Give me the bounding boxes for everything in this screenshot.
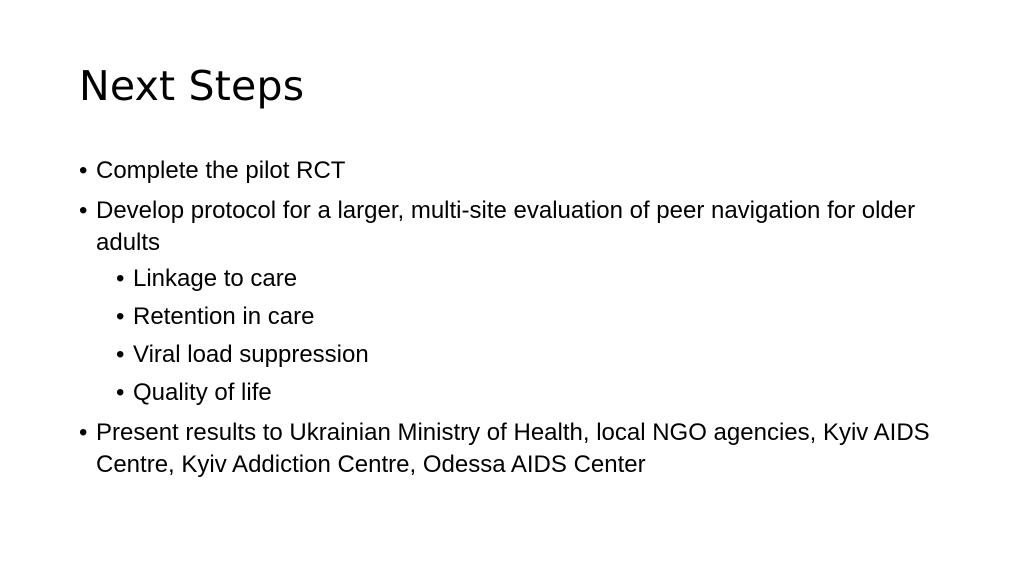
sub-bullet-item	[116, 377, 959, 409]
bullet-text: Develop protocol for a larger, multi-site evaluation of peer navigation for older adults	[96, 197, 916, 256]
sub-bullet-text: Linkage to care	[133, 265, 298, 292]
bullet-text: Present results to Ukrainian Ministry of Health, local NGO agencies, Kyiv AIDS Centre, Kyiv Addiction Centre, Odessa AIDS Center	[96, 419, 930, 478]
bullet-icon: •	[79, 157, 88, 184]
bullet-icon: •	[79, 197, 88, 224]
bullet-list	[79, 155, 959, 481]
bullet-text: Complete the pilot RCT	[96, 157, 346, 184]
bullet-icon: •	[116, 379, 125, 406]
sub-bullet-item	[116, 263, 959, 295]
sub-bullet-list	[116, 263, 959, 409]
slide-body	[79, 155, 959, 481]
sub-bullet-text: Quality of life	[133, 379, 272, 406]
sub-bullet-text: Retention in care	[133, 303, 315, 330]
sub-bullet-item	[116, 301, 959, 333]
bullet-icon: •	[79, 419, 88, 446]
bullet-icon: •	[116, 265, 125, 292]
bullet-item	[79, 155, 959, 187]
bullet-icon: •	[116, 341, 125, 368]
sub-bullet-item	[116, 339, 959, 371]
bullet-item	[79, 417, 959, 481]
bullet-icon: •	[116, 303, 125, 330]
bullet-item	[79, 195, 959, 409]
sub-bullet-text: Viral load suppression	[133, 341, 369, 368]
slide-title: Next Steps	[79, 62, 305, 110]
